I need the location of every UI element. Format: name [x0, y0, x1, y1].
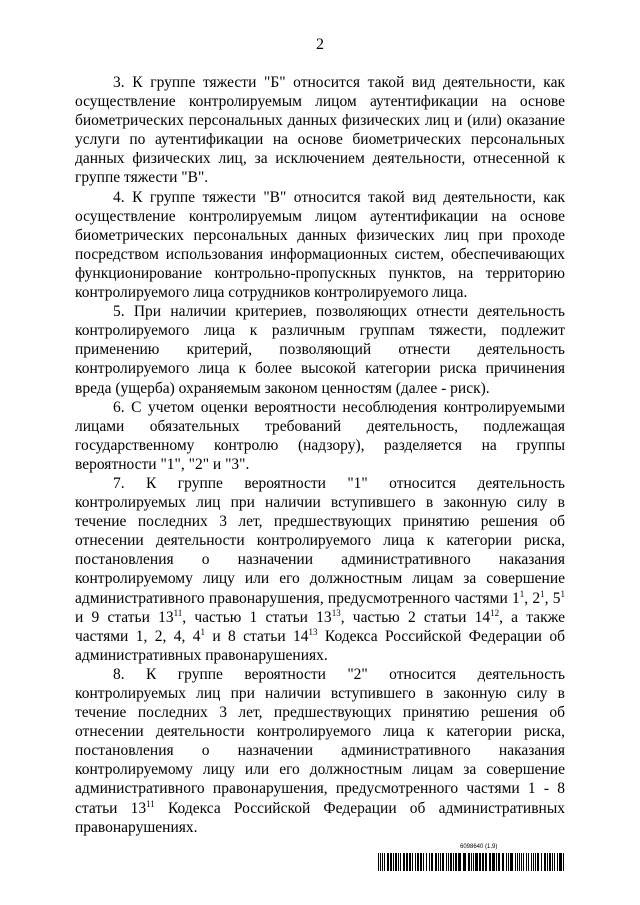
paragraph-5: 5. При наличии критериев, позволяющих отнести деятельность контролируемого лица к различным группам тяжести, подлежит применению критерий, позволяющий отнести деятельность контролируемого лица к более высокой категории риска причинения вреда (ущерба) охраняемым законом ценностям (далее - риск).	[75, 303, 565, 397]
page-number: 2	[316, 36, 324, 53]
document-code: 6098640 (1.9)	[460, 844, 498, 850]
barcode-image	[378, 853, 564, 871]
document-body	[75, 73, 565, 837]
paragraph-6: 6. С учетом оценки вероятности несоблюдения контролируемыми лицами обязательных требований деятельность, подлежащая государственному контролю (надзору), разделяется на группы вероятности "1", "2" и "3".	[75, 398, 565, 473]
paragraph-4: 4. К группе тяжести "В" относится такой вид деятельности, как осуществление контролируемым лицом аутентификации на основе биометрических персональных данных физических лиц при проходе посредством использования информационных систем, обеспечивающих функционирование контрольно-пропускных пунктов, на территорию контролируемого лица сотрудников контролируемого лица.	[75, 188, 565, 302]
paragraph-3: 3. К группе тяжести "Б" относится такой вид деятельности, как осуществление контролируемым лицом аутентификации на основе биометрических персональных данных физических лиц и (или) оказание услуги по аутентификации на основе биометрических персональных данных физических лиц, за исключением деятельности, отнесенной к группе тяжести "В".	[75, 74, 565, 187]
paragraph-7: 7. К группе вероятности "1" относится деятельность контролируемых лиц при наличии вступившего в законную силу в течение последних 3 лет, предшествующих принятию решения об отнесении деятельности контролируемого лица к категории риска, постановления о назначении административного наказания контролируемому лицу или его должностным лицам за совершение административного правонарушения, предусмотренного частями $1^1$, $2^1$, $5^1$ и 9 статьи $13^{11}$, частью 1 статьи $13^{13}$, частью 2 статьи $14^{12}$, а также частями 1, 2, 4, $4^1$ и 8 статьи $14^{13}$ Кодекса Российской Федерации об административных правонарушениях.	[75, 474, 566, 664]
paragraph-8: 8. К группе вероятности "2" относится деятельность контролируемых лиц при наличии вступившего в законную силу в течение последних 3 лет, предшествующих принятию решения об отнесении деятельности контролируемого лица к категории риска, постановления о назначении административного наказания контролируемому лицу или его должностным лицам за совершение административного правонарушения, предусмотренного частями 1 - 8 статьи $13^{11}$ Кодекса Российской Федерации об административных правонарушениях.	[75, 665, 565, 836]
